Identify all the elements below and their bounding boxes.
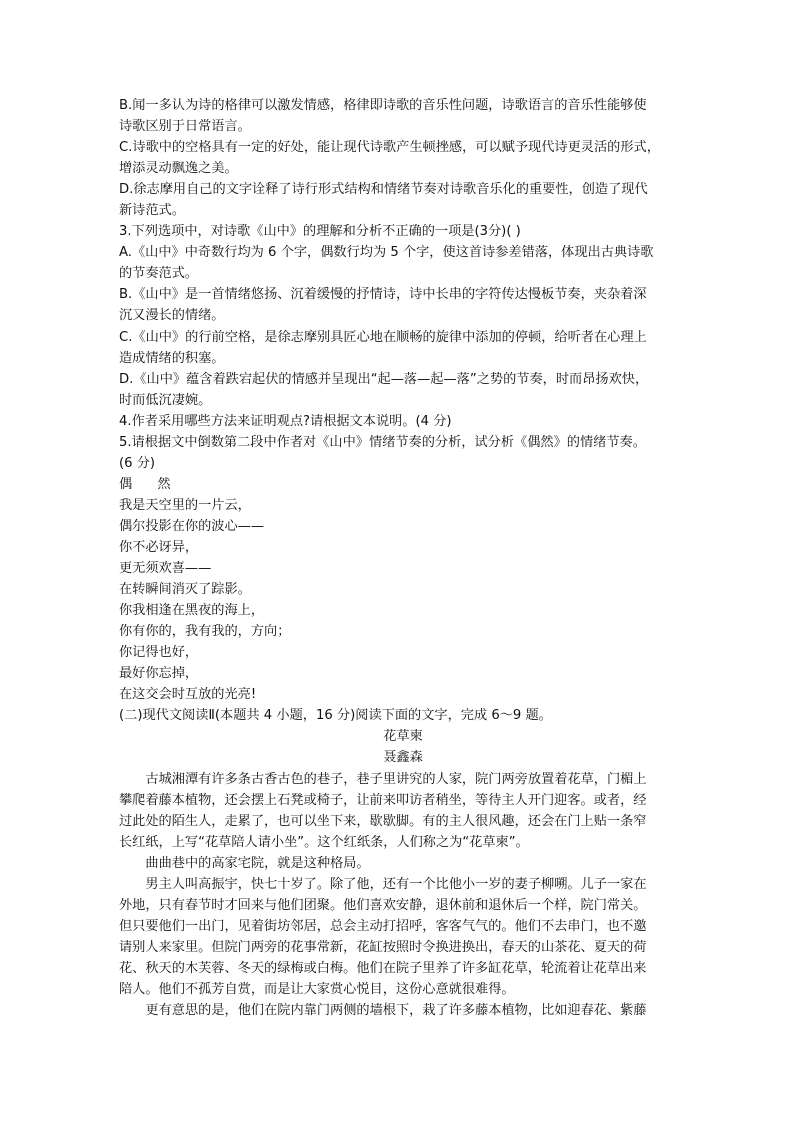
poem-line: 最好你忘掉， <box>119 666 199 682</box>
poem-line: 你记得也好， <box>119 645 199 661</box>
paragraph-4-line: 更有意思的是，他们在院内靠门两侧的墙根下，栽了许多藤本植物，比如迎春花、紫藤 <box>145 1003 647 1019</box>
question-3 <box>119 221 687 410</box>
question-5-line-1: 5.请根据文中倒数第二段中作者对《山中》情绪节奏的分析，试分析《偶然》的情绪节奏。 <box>119 434 646 450</box>
option-c-line-2: 增添灵动飘逸之美。 <box>119 161 238 177</box>
question-4: 4.作者采用哪些方法来证明观点?请根据文本说明。(4 分) <box>119 413 452 429</box>
question-3-option-d-line-1: D.《山中》蕴含着跌宕起伏的情感并呈现出“起—落—起—落”之势的节奏，时而昂扬欢快， <box>119 371 649 387</box>
paragraph-1-line: 古城湘潭有许多条古香古色的巷子，巷子里讲究的人家，院门两旁放置着花草，门楣上 <box>145 771 647 787</box>
poem-line: 在转瞬间消灭了踪影。 <box>119 582 251 598</box>
option-d-line-2: 新诗范式。 <box>119 203 185 219</box>
option-b-line-2: 诗歌区别于日常语言。 <box>119 119 251 135</box>
question-3-stem: 3.下列选项中，对诗歌《山中》的理解和分析不正确的一项是(3分)( ) <box>119 224 521 240</box>
poem-title: 偶 然 <box>119 476 171 492</box>
document-page <box>119 95 687 1021</box>
paragraph-3-line: 但只要他们一出门，见着街坊邻居，总会主动打招呼，客客气气的。他们不去串门，也不邀 <box>119 918 647 934</box>
question-3-option-a-line-2: 的节奏范式。 <box>119 266 199 282</box>
paragraph-1-line: 过此处的陌生人，走累了，也可以坐下来，歇歇脚。有的主人很风趣，还会在门上贴一条窄 <box>119 813 647 829</box>
poem-line: 在这交会时互放的光亮! <box>119 687 257 703</box>
section-heading: (二)现代文阅读Ⅱ(本题共 4 小题，16 分)阅读下面的文字，完成 6～9 题。 <box>119 708 552 724</box>
question-3-option-b-line-2: 沉又漫长的情绪。 <box>119 308 225 324</box>
paragraph-1-line: 攀爬着藤本植物，还会摆上石凳或椅子，让前来叩访者稍坐，等待主人开门迎客。或者，经 <box>119 792 647 808</box>
article-title: 花草柬 <box>383 729 423 745</box>
poem <box>119 474 687 706</box>
paragraph-3-line: 男主人叫高振宇，快七十岁了。除了他，还有一个比他小一岁的妻子柳嗍。儿子一家在 <box>145 876 647 892</box>
paragraph-3-line: 外地，只有春节时才回来与他们团聚。他们喜欢安静，退休前和退休后一个样，院门常关。 <box>119 897 647 913</box>
paragraph-3-line: 陪人。他们不孤芳自赏，而是让大家赏心悦目，这份心意就很难得。 <box>119 981 515 997</box>
article-author: 聂鑫森 <box>383 750 423 766</box>
poem-line: 你我相逢在黑夜的海上， <box>119 603 265 619</box>
poem-line: 我是天空里的一片云， <box>119 497 251 513</box>
poem-line: 你不必讶异， <box>119 539 199 555</box>
question-3-option-c-line-1: C.《山中》的行前空格，是徐志摩别具匠心地在顺畅的旋律中添加的停顿，给听者在心理上 <box>119 329 647 345</box>
option-c-line-1: C.诗歌中的空格具有一定的好处，能让现代诗歌产生顿挫感，可以赋予现代诗更灵活的形式， <box>119 140 660 156</box>
poem-line: 你有你的，我有我的，方向； <box>119 624 291 640</box>
option-b-line-1: B.闻一多认为诗的格律可以激发情感，格律即诗歌的音乐性问题，诗歌语言的音乐性能够使 <box>119 98 647 113</box>
question-5-line-2: (6 分) <box>119 455 156 471</box>
paragraph-3-line: 请别人来家里。但院门两旁的花事常新，花缸按照时令换进换出，春天的山茶花、夏天的荷 <box>119 939 647 955</box>
paragraph-2-line: 曲曲巷中的高家宅院，就是这种格局。 <box>145 855 370 871</box>
question-3-option-b-line-1: B.《山中》是一首情绪悠扬、沉着缓慢的抒情诗，诗中长串的字符传达慢板节奏，夹杂着深 <box>119 287 647 303</box>
question-3-option-c-line-2: 造成情绪的积塞。 <box>119 350 225 366</box>
paragraph-1-line: 长红纸，上写“花草陪人请小坐”。这个红纸条，人们称之为“花草柬”。 <box>119 834 529 850</box>
previous-question-options <box>119 95 687 221</box>
poem-line: 更无须欢喜—— <box>119 561 212 577</box>
option-d-line-1: D.徐志摩用自己的文字诠释了诗行形式结构和情绪节奏对诗歌音乐化的重要性，创造了现代 <box>119 182 648 198</box>
paragraph-3-line: 花、秋天的木芙蓉、冬天的绿梅或白梅。他们在院子里养了许多缸花草，轮流着让花草出来 <box>119 960 647 976</box>
question-3-option-a-line-1: A.《山中》中奇数行均为 6 个字，偶数行均为 5 个字，使这首诗参差错落，体现出古典诗歌 <box>119 245 654 261</box>
question-3-option-d-line-2: 时而低沉凄婉。 <box>119 392 212 408</box>
poem-line: 偶尔投影在你的波心—— <box>119 518 265 534</box>
article <box>119 726 687 1021</box>
question-5 <box>119 432 687 474</box>
